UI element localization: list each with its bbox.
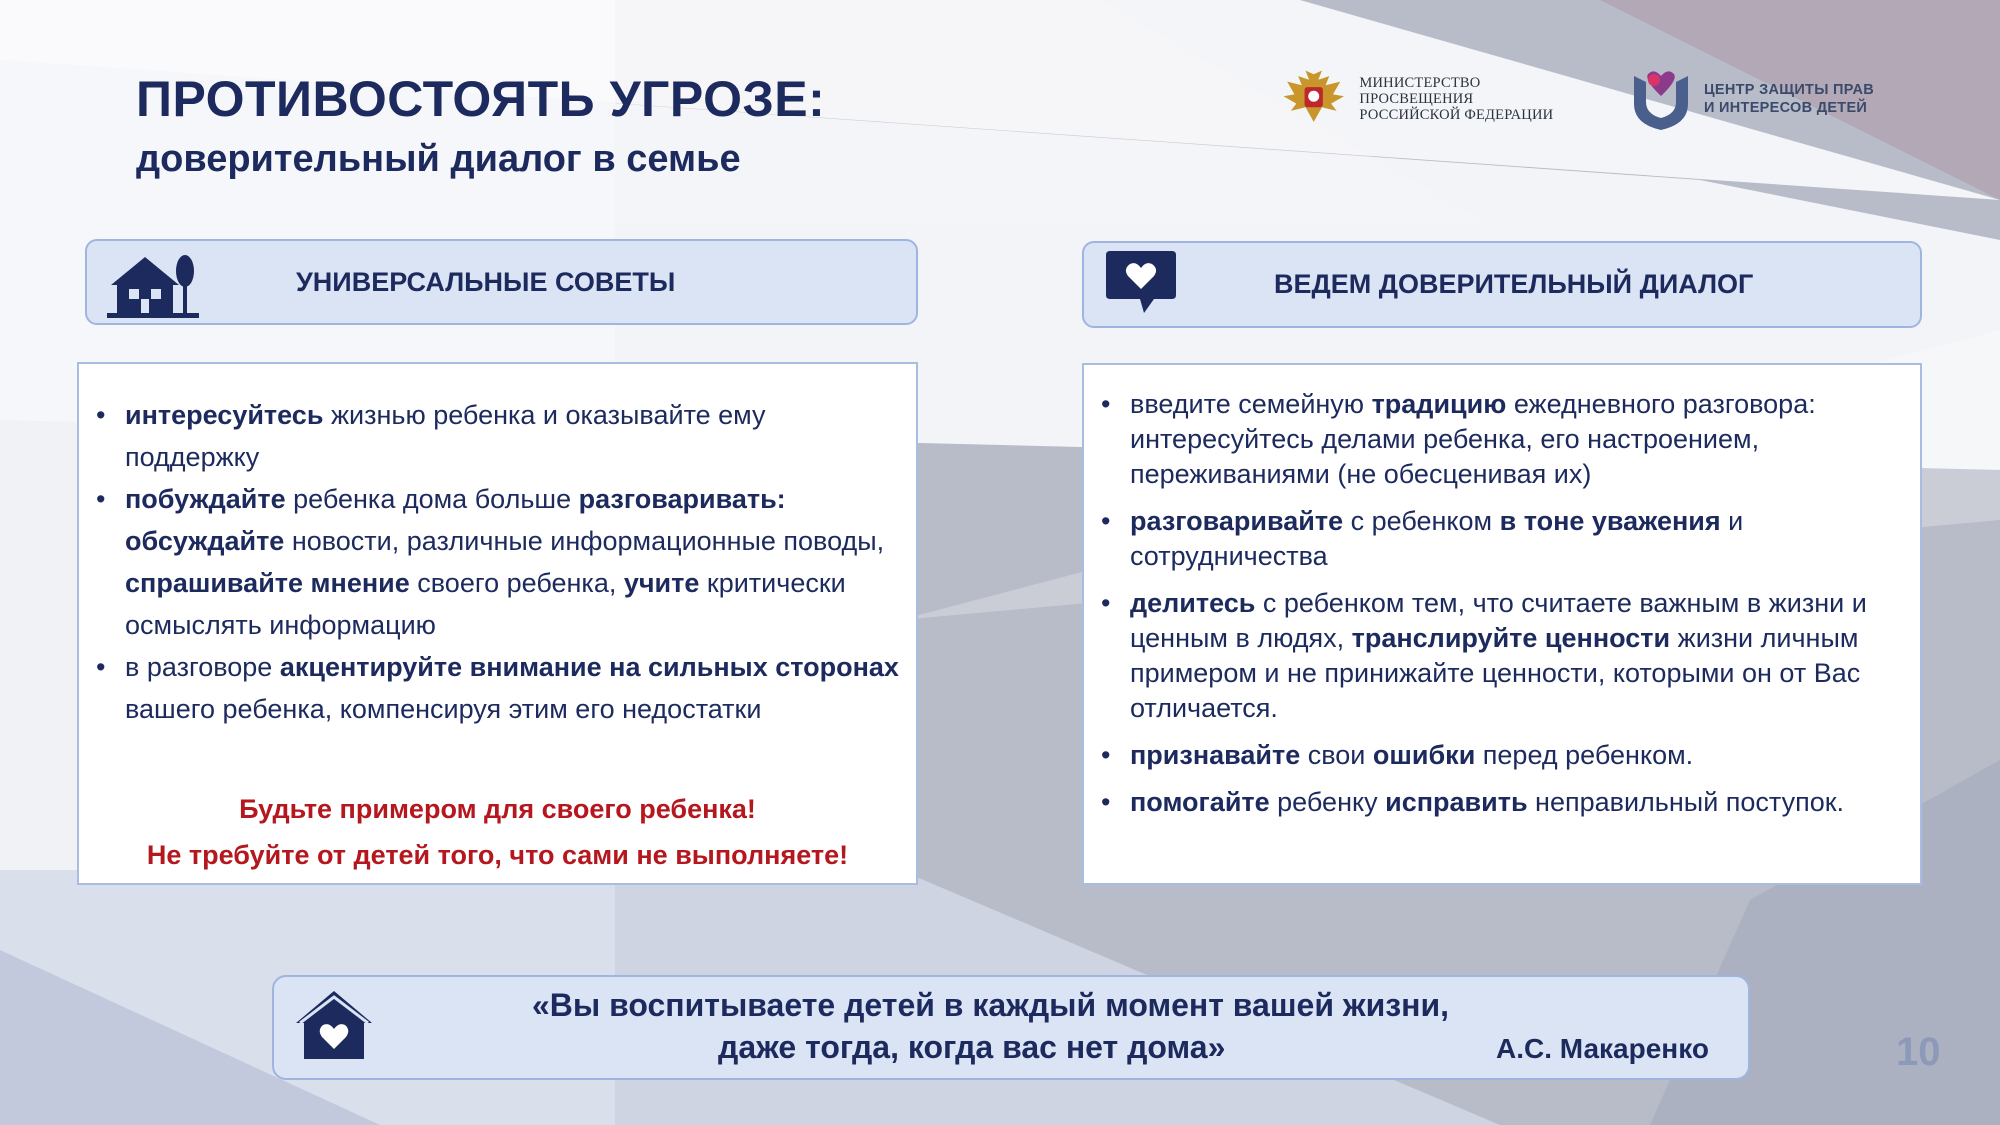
makarenko-quote-panel (272, 975, 1750, 1080)
ministry-logo (1278, 64, 1578, 134)
ministry-name-line2: РОССИЙСКОЙ ФЕДЕРАЦИИ (1359, 107, 1554, 123)
example-slogan: Будьте примером для своего ребенка! (239, 794, 756, 824)
page-number: 10 (1896, 1030, 1941, 1074)
heart-speech-bubble-icon (1104, 251, 1180, 321)
list-item: • помогайте ребенку исправить неправильный поступок. (1084, 785, 1914, 820)
house-heart-icon (294, 987, 374, 1063)
trust-dialog-list (1084, 387, 1914, 832)
trust-dialog-title: ВЕДЕМ ДОВЕРИТЕЛЬНЫЙ ДИАЛОГ (1274, 269, 1754, 299)
center-name-line1: ЦЕНТР ЗАЩИТЫ ПРАВ (1704, 82, 1874, 98)
list-item: • делитесь с ребенком тем, что считаете важным в жизни и ценным в людях, транслируйте ценности жизни личным примером и не принижайте ценности, которыми он от Вас отличается. (1084, 586, 1914, 726)
center-name-line2: И ИНТЕРЕСОВ ДЕТЕЙ (1704, 100, 1868, 116)
list-item: • введите семейную традицию ежедневного разговора: интересуйтесь делами ребенка, его настроением, переживаниями (не обесценивая их) (1084, 387, 1914, 492)
page-title: ПРОТИВОСТОЯТЬ УГРОЗЕ: (136, 71, 826, 127)
ministry-name-line1: МИНИСТЕРСТВО ПРОСВЕЩЕНИЯ (1359, 75, 1481, 107)
quote-line2: даже тогда, когда вас нет дома» (718, 1029, 1226, 1065)
list-item: • в разговоре акцентируйте внимание на сильных сторонах вашего ребенка, компенсируя этим его недостатки (79, 646, 899, 730)
quote-line1: «Вы воспитываете детей в каждый момент вашей жизни, (532, 987, 1450, 1023)
child-rights-emblem-icon (1630, 66, 1692, 132)
trust-dialog-panel (1082, 363, 1922, 885)
universal-tips-title: УНИВЕРСАЛЬНЫЕ СОВЕТЫ (296, 266, 676, 297)
list-item: • разговаривайте с ребенком в тоне уважения и сотрудничества (1084, 504, 1914, 574)
eagle-emblem-icon (1278, 66, 1349, 132)
center-logo (1630, 64, 1880, 134)
trust-dialog-header (1082, 241, 1922, 328)
page-subtitle: доверительный диалог в семье (136, 138, 741, 180)
quote-author: А.С. Макаренко (1496, 1033, 1709, 1064)
list-item: • признавайте свои ошибки перед ребенком. (1084, 738, 1914, 773)
demand-slogan: Не требуйте от детей того, что сами не выполняете! (146, 840, 849, 870)
universal-tips-list (79, 394, 899, 730)
list-item: • интересуйтесь жизнью ребенка и оказывайте ему поддержку (79, 394, 899, 478)
house-tree-icon (107, 249, 199, 321)
universal-tips-header (85, 239, 918, 325)
universal-tips-panel (77, 362, 918, 885)
list-item: • побуждайте ребенка дома больше разговаривать: обсуждайте новости, различные информационные поводы, спрашивайте мнение своего ребенка, учите критически осмыслять информацию (79, 478, 899, 646)
